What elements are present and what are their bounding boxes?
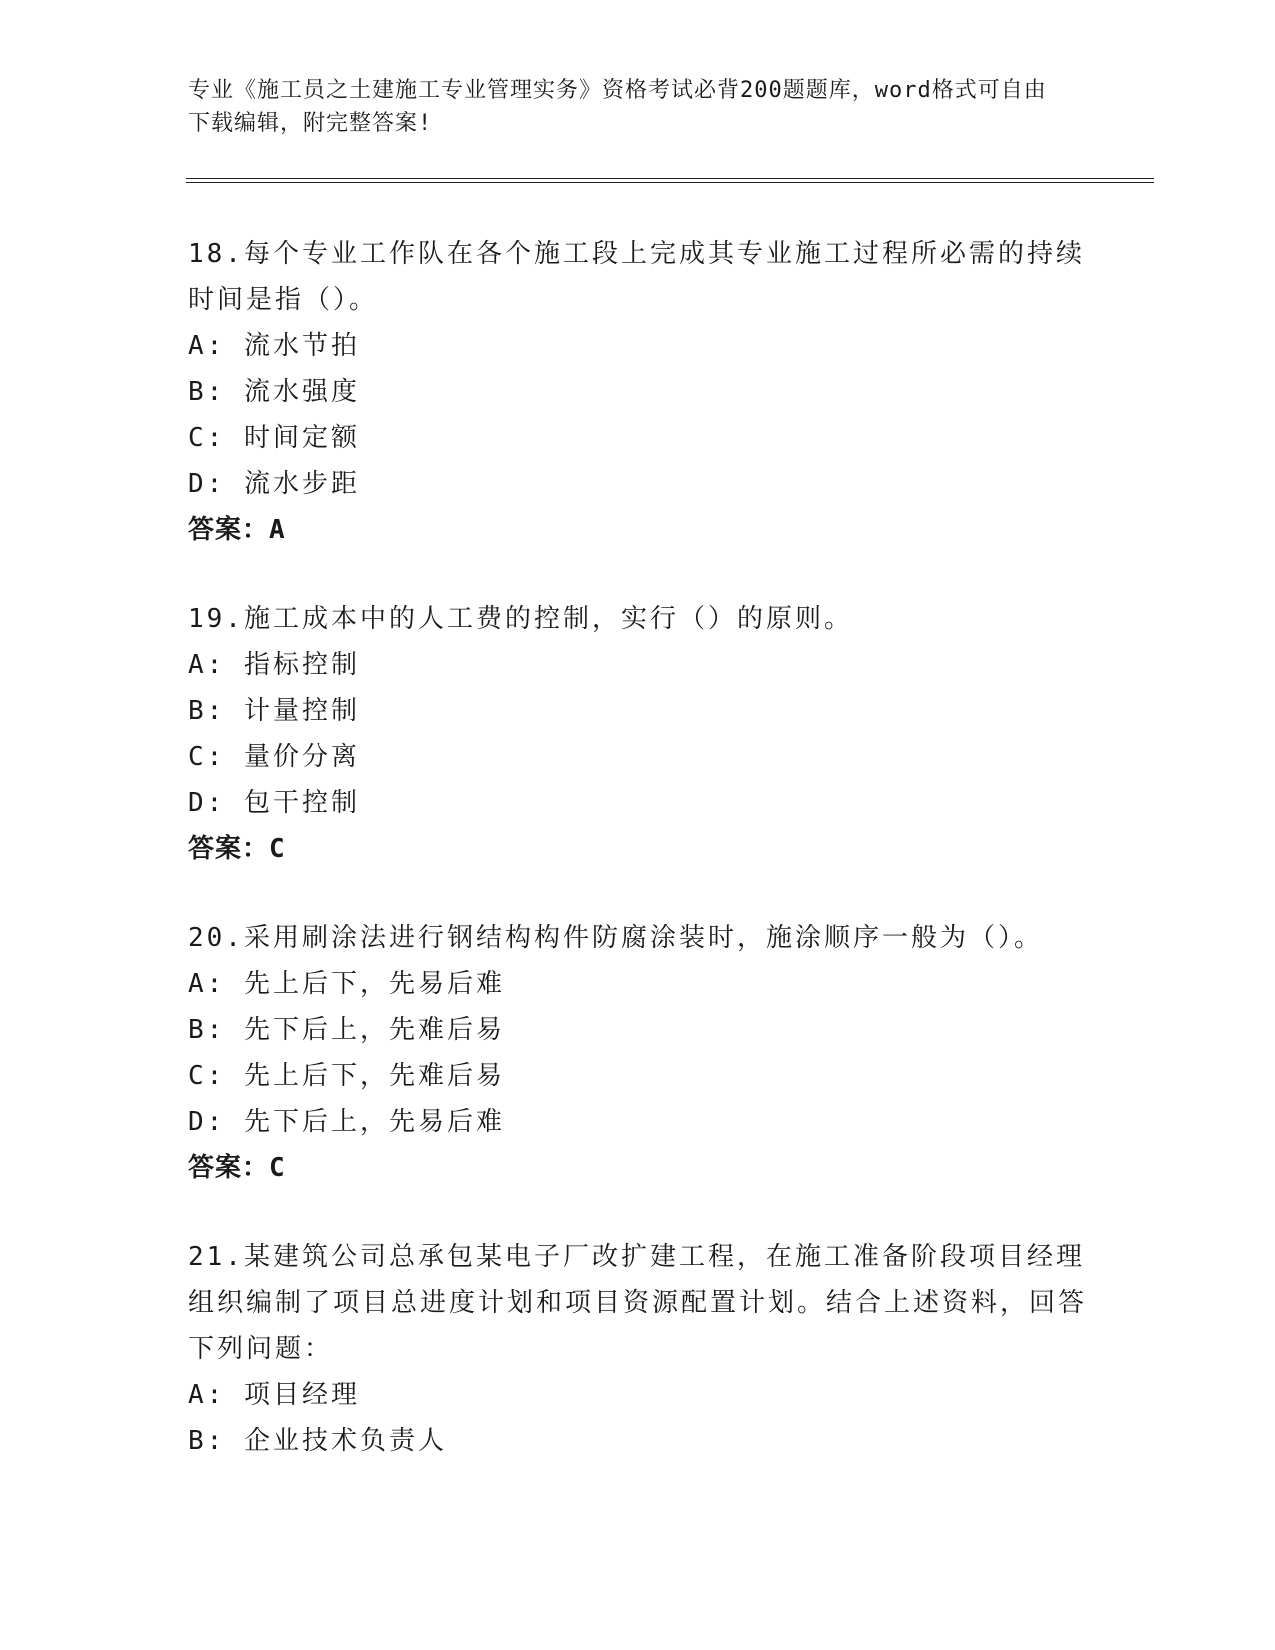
option-a: A: 指标控制 (188, 650, 360, 680)
question-21 (188, 1234, 1088, 1464)
option-a: A: 先上后下，先易后难 (188, 969, 505, 999)
option-a: A: 项目经理 (188, 1380, 360, 1410)
question-stem: 18.每个专业工作队在各个施工段上完成其专业施工过程所必需的持续时间是指（）。 (188, 239, 1085, 315)
option-b: B: 企业技术负责人 (188, 1426, 447, 1456)
question-stem: 21.某建筑公司总承包某电子厂改扩建工程，在施工准备阶段项目经理组织编制了项目总进度计划和项目资源配置计划。结合上述资料，回答下列问题： (188, 1242, 1088, 1364)
answer-line: 答案：A (188, 515, 286, 545)
page-header: 专业《施工员之土建施工专业管理实务》资格考试必背200题题库，word格式可自由下载编辑，附完整答案! (188, 78, 1047, 136)
option-a: A: 流水节拍 (188, 331, 360, 361)
option-c: C: 先上后下，先难后易 (188, 1061, 505, 1091)
question-20 (188, 915, 1088, 1191)
question-list (188, 231, 1088, 1507)
question-stem: 19.施工成本中的人工费的控制，实行（）的原则。 (188, 604, 853, 634)
option-d: D: 先下后上，先易后难 (188, 1107, 505, 1137)
answer-line: 答案：C (188, 1153, 286, 1183)
question-19 (188, 596, 1088, 872)
option-b: B: 计量控制 (188, 696, 360, 726)
question-stem: 20.采用刷涂法进行钢结构构件防腐涂装时，施涂顺序一般为（）。 (188, 923, 1043, 953)
option-b: B: 先下后上，先难后易 (188, 1015, 505, 1045)
option-c: C: 时间定额 (188, 423, 360, 453)
option-b: B: 流水强度 (188, 377, 360, 407)
question-18 (188, 231, 1088, 553)
header-divider (186, 178, 1154, 183)
answer-line: 答案：C (188, 834, 286, 864)
option-d: D: 流水步距 (188, 469, 360, 499)
option-c: C: 量价分离 (188, 742, 360, 772)
option-d: D: 包干控制 (188, 788, 360, 818)
